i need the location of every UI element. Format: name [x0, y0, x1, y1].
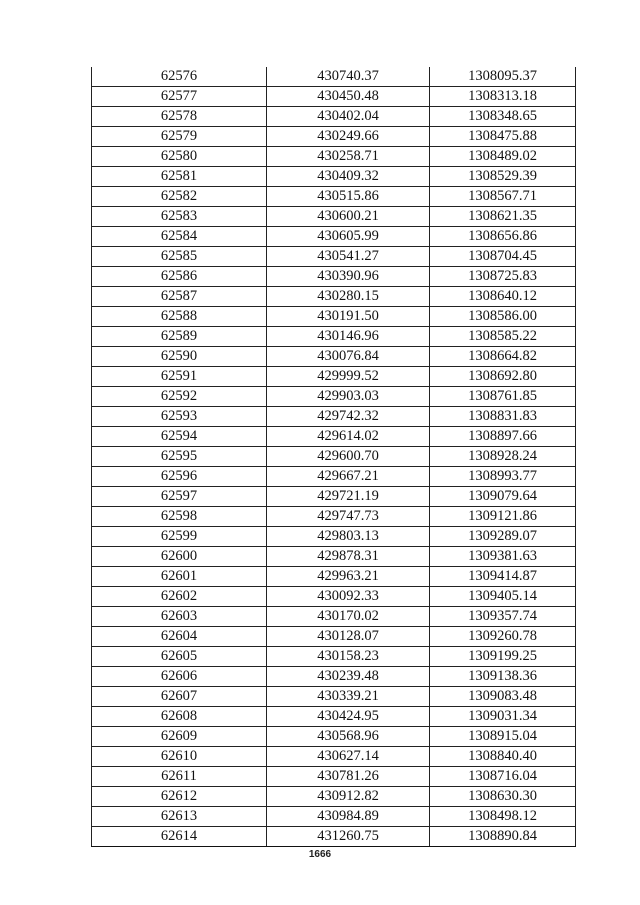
- y-coordinate-cell: 1308915.04: [430, 727, 576, 747]
- x-coordinate-cell: 429667.21: [267, 467, 430, 487]
- x-coordinate-cell: 429721.19: [267, 487, 430, 507]
- point-id-cell: 62592: [92, 387, 267, 407]
- point-id-cell: 62597: [92, 487, 267, 507]
- table-row: [92, 687, 576, 707]
- x-coordinate-cell: 430170.02: [267, 607, 430, 627]
- y-coordinate-cell: 1309138.36: [430, 667, 576, 687]
- point-id-cell: 62580: [92, 147, 267, 167]
- x-coordinate-cell: 430984.89: [267, 807, 430, 827]
- point-id-cell: 62610: [92, 747, 267, 767]
- point-id-cell: 62598: [92, 507, 267, 527]
- x-coordinate-cell: 430402.04: [267, 107, 430, 127]
- y-coordinate-cell: 1309121.86: [430, 507, 576, 527]
- point-id-cell: 62613: [92, 807, 267, 827]
- y-coordinate-cell: 1308621.35: [430, 207, 576, 227]
- y-coordinate-cell: 1308831.83: [430, 407, 576, 427]
- table-row: [92, 407, 576, 427]
- x-coordinate-cell: 430627.14: [267, 747, 430, 767]
- table-row: [92, 247, 576, 267]
- x-coordinate-cell: 429747.73: [267, 507, 430, 527]
- point-id-cell: 62586: [92, 267, 267, 287]
- point-id-cell: 62609: [92, 727, 267, 747]
- table-row: [92, 227, 576, 247]
- point-id-cell: 62587: [92, 287, 267, 307]
- table-row: [92, 647, 576, 667]
- point-id-cell: 62605: [92, 647, 267, 667]
- table-row: [92, 87, 576, 107]
- x-coordinate-cell: 430128.07: [267, 627, 430, 647]
- y-coordinate-cell: 1308725.83: [430, 267, 576, 287]
- y-coordinate-cell: 1308095.37: [430, 67, 576, 87]
- point-id-cell: 62599: [92, 527, 267, 547]
- table-row: [92, 787, 576, 807]
- y-coordinate-cell: 1309031.34: [430, 707, 576, 727]
- y-coordinate-cell: 1308586.00: [430, 307, 576, 327]
- table-row: [92, 127, 576, 147]
- table-row: [92, 547, 576, 567]
- y-coordinate-cell: 1309414.87: [430, 567, 576, 587]
- coordinates-table: [91, 67, 576, 847]
- y-coordinate-cell: 1309199.25: [430, 647, 576, 667]
- point-id-cell: 62588: [92, 307, 267, 327]
- table-row: [92, 627, 576, 647]
- y-coordinate-cell: 1308475.88: [430, 127, 576, 147]
- point-id-cell: 62590: [92, 347, 267, 367]
- x-coordinate-cell: 429742.32: [267, 407, 430, 427]
- point-id-cell: 62608: [92, 707, 267, 727]
- y-coordinate-cell: 1309357.74: [430, 607, 576, 627]
- x-coordinate-cell: 430740.37: [267, 67, 430, 87]
- y-coordinate-cell: 1309079.64: [430, 487, 576, 507]
- table-row: [92, 567, 576, 587]
- x-coordinate-cell: 430409.32: [267, 167, 430, 187]
- y-coordinate-cell: 1308664.82: [430, 347, 576, 367]
- y-coordinate-cell: 1308640.12: [430, 287, 576, 307]
- x-coordinate-cell: 430146.96: [267, 327, 430, 347]
- x-coordinate-cell: 429963.21: [267, 567, 430, 587]
- table-row: [92, 447, 576, 467]
- y-coordinate-cell: 1309405.14: [430, 587, 576, 607]
- point-id-cell: 62593: [92, 407, 267, 427]
- x-coordinate-cell: 429903.03: [267, 387, 430, 407]
- table-row: [92, 487, 576, 507]
- point-id-cell: 62607: [92, 687, 267, 707]
- table-row: [92, 767, 576, 787]
- table-row: [92, 607, 576, 627]
- y-coordinate-cell: 1308704.45: [430, 247, 576, 267]
- table-row: [92, 667, 576, 687]
- y-coordinate-cell: 1308761.85: [430, 387, 576, 407]
- table-row: [92, 347, 576, 367]
- x-coordinate-cell: 430390.96: [267, 267, 430, 287]
- x-coordinate-cell: 430605.99: [267, 227, 430, 247]
- table-row: [92, 747, 576, 767]
- point-id-cell: 62591: [92, 367, 267, 387]
- x-coordinate-cell: 430568.96: [267, 727, 430, 747]
- y-coordinate-cell: 1308498.12: [430, 807, 576, 827]
- y-coordinate-cell: 1308630.30: [430, 787, 576, 807]
- point-id-cell: 62578: [92, 107, 267, 127]
- table-row: [92, 507, 576, 527]
- y-coordinate-cell: 1308313.18: [430, 87, 576, 107]
- table-row: [92, 147, 576, 167]
- x-coordinate-cell: 430239.48: [267, 667, 430, 687]
- x-coordinate-cell: 430912.82: [267, 787, 430, 807]
- point-id-cell: 62595: [92, 447, 267, 467]
- table-row: [92, 827, 576, 847]
- table-row: [92, 307, 576, 327]
- x-coordinate-cell: 430191.50: [267, 307, 430, 327]
- x-coordinate-cell: 430249.66: [267, 127, 430, 147]
- y-coordinate-cell: 1309260.78: [430, 627, 576, 647]
- y-coordinate-cell: 1308928.24: [430, 447, 576, 467]
- point-id-cell: 62606: [92, 667, 267, 687]
- y-coordinate-cell: 1308692.80: [430, 367, 576, 387]
- point-id-cell: 62576: [92, 67, 267, 87]
- y-coordinate-cell: 1308840.40: [430, 747, 576, 767]
- point-id-cell: 62601: [92, 567, 267, 587]
- x-coordinate-cell: 429803.13: [267, 527, 430, 547]
- point-id-cell: 62585: [92, 247, 267, 267]
- coordinates-table-body: [92, 67, 576, 847]
- x-coordinate-cell: 430781.26: [267, 767, 430, 787]
- x-coordinate-cell: 430424.95: [267, 707, 430, 727]
- y-coordinate-cell: 1309381.63: [430, 547, 576, 567]
- y-coordinate-cell: 1308585.22: [430, 327, 576, 347]
- y-coordinate-cell: 1309289.07: [430, 527, 576, 547]
- table-row: [92, 67, 576, 87]
- x-coordinate-cell: 430450.48: [267, 87, 430, 107]
- point-id-cell: 62581: [92, 167, 267, 187]
- point-id-cell: 62589: [92, 327, 267, 347]
- table-row: [92, 527, 576, 547]
- y-coordinate-cell: 1308529.39: [430, 167, 576, 187]
- y-coordinate-cell: 1308348.65: [430, 107, 576, 127]
- point-id-cell: 62582: [92, 187, 267, 207]
- table-row: [92, 727, 576, 747]
- table-row: [92, 707, 576, 727]
- y-coordinate-cell: 1308489.02: [430, 147, 576, 167]
- point-id-cell: 62600: [92, 547, 267, 567]
- table-row: [92, 807, 576, 827]
- table-row: [92, 587, 576, 607]
- table-row: [92, 187, 576, 207]
- x-coordinate-cell: 431260.75: [267, 827, 430, 847]
- x-coordinate-cell: 429600.70: [267, 447, 430, 467]
- point-id-cell: 62594: [92, 427, 267, 447]
- x-coordinate-cell: 430158.23: [267, 647, 430, 667]
- point-id-cell: 62604: [92, 627, 267, 647]
- x-coordinate-cell: 430076.84: [267, 347, 430, 367]
- y-coordinate-cell: 1308656.86: [430, 227, 576, 247]
- table-row: [92, 387, 576, 407]
- x-coordinate-cell: 430092.33: [267, 587, 430, 607]
- table-row: [92, 427, 576, 447]
- point-id-cell: 62612: [92, 787, 267, 807]
- y-coordinate-cell: 1308567.71: [430, 187, 576, 207]
- point-id-cell: 62596: [92, 467, 267, 487]
- table-row: [92, 327, 576, 347]
- x-coordinate-cell: 430258.71: [267, 147, 430, 167]
- point-id-cell: 62584: [92, 227, 267, 247]
- y-coordinate-cell: 1308993.77: [430, 467, 576, 487]
- point-id-cell: 62579: [92, 127, 267, 147]
- table-row: [92, 267, 576, 287]
- y-coordinate-cell: 1308890.84: [430, 827, 576, 847]
- point-id-cell: 62583: [92, 207, 267, 227]
- point-id-cell: 62577: [92, 87, 267, 107]
- point-id-cell: 62602: [92, 587, 267, 607]
- table-row: [92, 287, 576, 307]
- table-row: [92, 367, 576, 387]
- y-coordinate-cell: 1308897.66: [430, 427, 576, 447]
- table-row: [92, 167, 576, 187]
- table-row: [92, 467, 576, 487]
- x-coordinate-cell: 430541.27: [267, 247, 430, 267]
- x-coordinate-cell: 429614.02: [267, 427, 430, 447]
- y-coordinate-cell: 1308716.04: [430, 767, 576, 787]
- x-coordinate-cell: 429878.31: [267, 547, 430, 567]
- x-coordinate-cell: 429999.52: [267, 367, 430, 387]
- page-number: 1666: [308, 849, 332, 860]
- point-id-cell: 62614: [92, 827, 267, 847]
- y-coordinate-cell: 1309083.48: [430, 687, 576, 707]
- point-id-cell: 62603: [92, 607, 267, 627]
- x-coordinate-cell: 430339.21: [267, 687, 430, 707]
- table-row: [92, 207, 576, 227]
- x-coordinate-cell: 430280.15: [267, 287, 430, 307]
- table-row: [92, 107, 576, 127]
- x-coordinate-cell: 430515.86: [267, 187, 430, 207]
- point-id-cell: 62611: [92, 767, 267, 787]
- x-coordinate-cell: 430600.21: [267, 207, 430, 227]
